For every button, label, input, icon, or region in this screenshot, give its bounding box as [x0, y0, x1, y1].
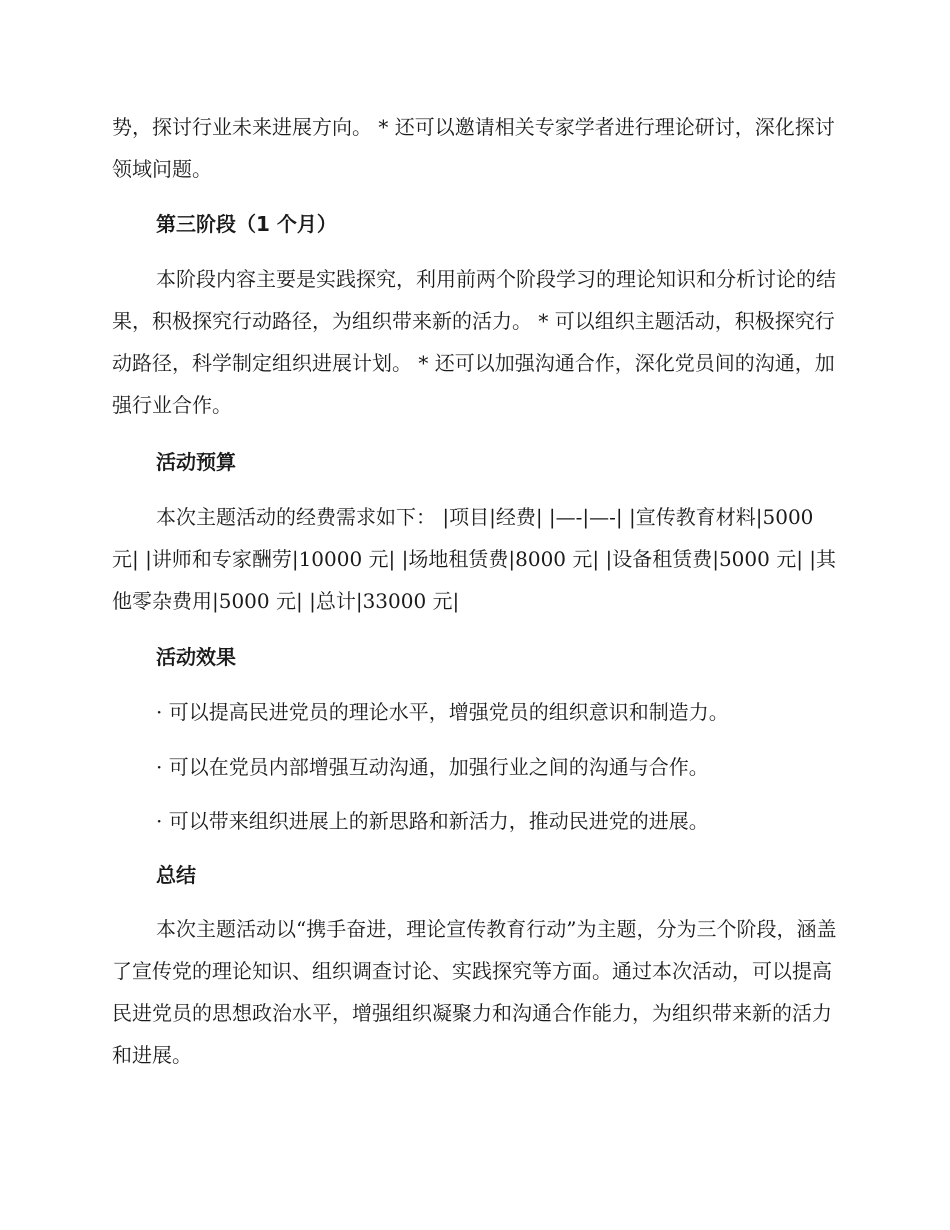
- paragraph-summary: 本次主题活动以“携手奋进，理论宣传教育行动”为主题，分为三个阶段，涵盖了宣传党的理论知识、组织调查讨论、实践探究等方面。通过本次活动，可以提高民进党员的思想政治水平，增强组织凝聚力和沟通合作能力，为组织带来新的活力和进展。: [112, 917, 837, 1067]
- paragraph-budget: 本次主题活动的经费需求如下： |项目|经费| |—-|—-| |宣传教育材料|5000 元| |讲师和专家酬劳|10000 元| |场地租赁费|8000 元| |设备租赁费|5000 元| |其他零杂费用|5000 元| |总计|33000 元|: [112, 505, 837, 613]
- paragraph-intro-continuation: 势，探讨行业未来进展方向。 * 还可以邀请相关专家学者进行理论研讨，深化探讨领域问题。: [112, 115, 835, 181]
- effect-item-3: · 可以带来组织进展上的新思路和新活力，推动民进党的进展。: [156, 809, 709, 833]
- paragraph-phase-three: 本阶段内容主要是实践探究，利用前两个阶段学习的理论知识和分析讨论的结果，积极探究行动路径，为组织带来新的活力。 * 可以组织主题活动，积极探究行动路径，科学制定组织进展计划。 * 还可以加强沟通合作，深化党员间的沟通，加强行业合作。: [112, 267, 836, 417]
- effect-item-2: · 可以在党员内部增强互动沟通，加强行业之间的沟通与合作。: [156, 755, 709, 779]
- effect-item-1: · 可以提高民进党员的理论水平，增强党员的组织意识和制造力。: [156, 700, 729, 724]
- heading-effects: 活动效果: [156, 645, 236, 669]
- heading-summary: 总结: [156, 863, 196, 887]
- heading-budget: 活动预算: [156, 450, 236, 474]
- heading-phase-three: 第三阶段（1 个月）: [156, 212, 337, 236]
